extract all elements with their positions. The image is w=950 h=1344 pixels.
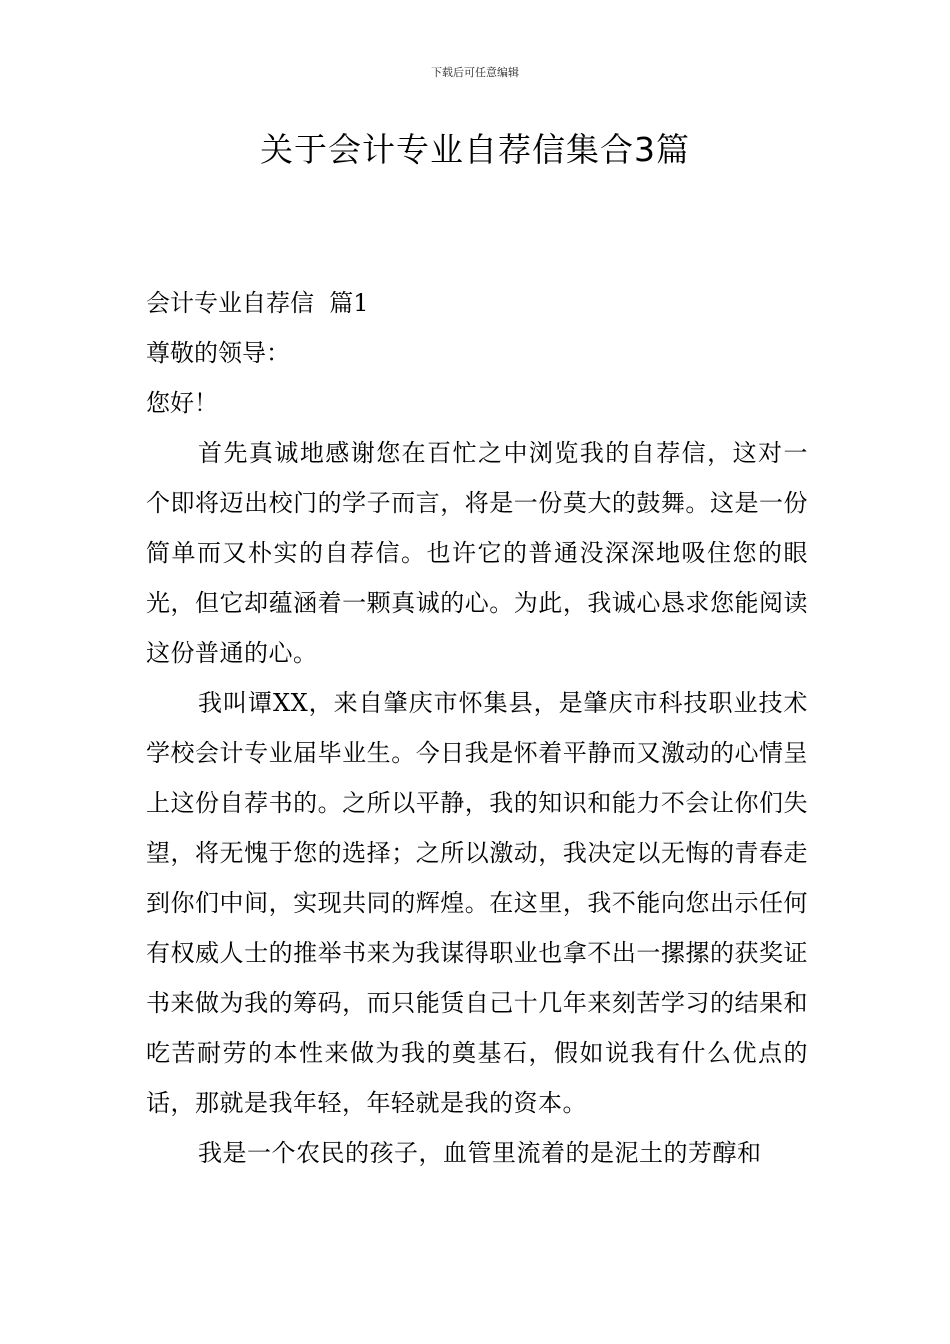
header-note: 下载后可任意编辑 [431, 66, 519, 79]
greeting: 您好！ [146, 389, 218, 417]
document-title: 关于会计专业自荐信集合3篇 [260, 130, 690, 169]
paragraph-self-introduction: 我叫谭XX，来自肇庆市怀集县，是肇庆市科技职业技术学校会计专业届毕业生。今日我是怀着平静而又激动的心情呈上这份自荐书的。之所以平静，我的知识和能力不会让你们失望，将无愧于您的选择；之所以激动，我决定以无悔的青春走到你们中间，实现共同的辉煌。在这里，我不能向您出示任何有权威人士的推举书来为我谋得职业也拿不出一摞摞的获奖证书来做为我的筹码，而只能赁自己十几年来刻苦学习的结果和吃苦耐劳的本性来做为我的奠基石，假如说我有什么优点的话，那就是我年轻，年轻就是我的资本。 [146, 689, 808, 1117]
document-body [146, 278, 808, 1178]
salutation: 尊敬的领导： [146, 339, 290, 367]
paragraph-background: 我是一个农民的孩子，血管里流着的是泥土的芳醇和 [198, 1139, 762, 1167]
section-heading: 会计专业自荐信 篇1 [146, 289, 369, 317]
paragraph-intro: 首先真诚地感谢您在百忙之中浏览我的自荐信，这对一个即将迈出校门的学子而言，将是一份莫大的鼓舞。这是一份简单而又朴实的自荐信。也许它的普通没深深地吸住您的眼光，但它却蕴涵着一颗真诚的心。为此，我诚心恳求您能阅读这份普通的心。 [146, 439, 808, 667]
